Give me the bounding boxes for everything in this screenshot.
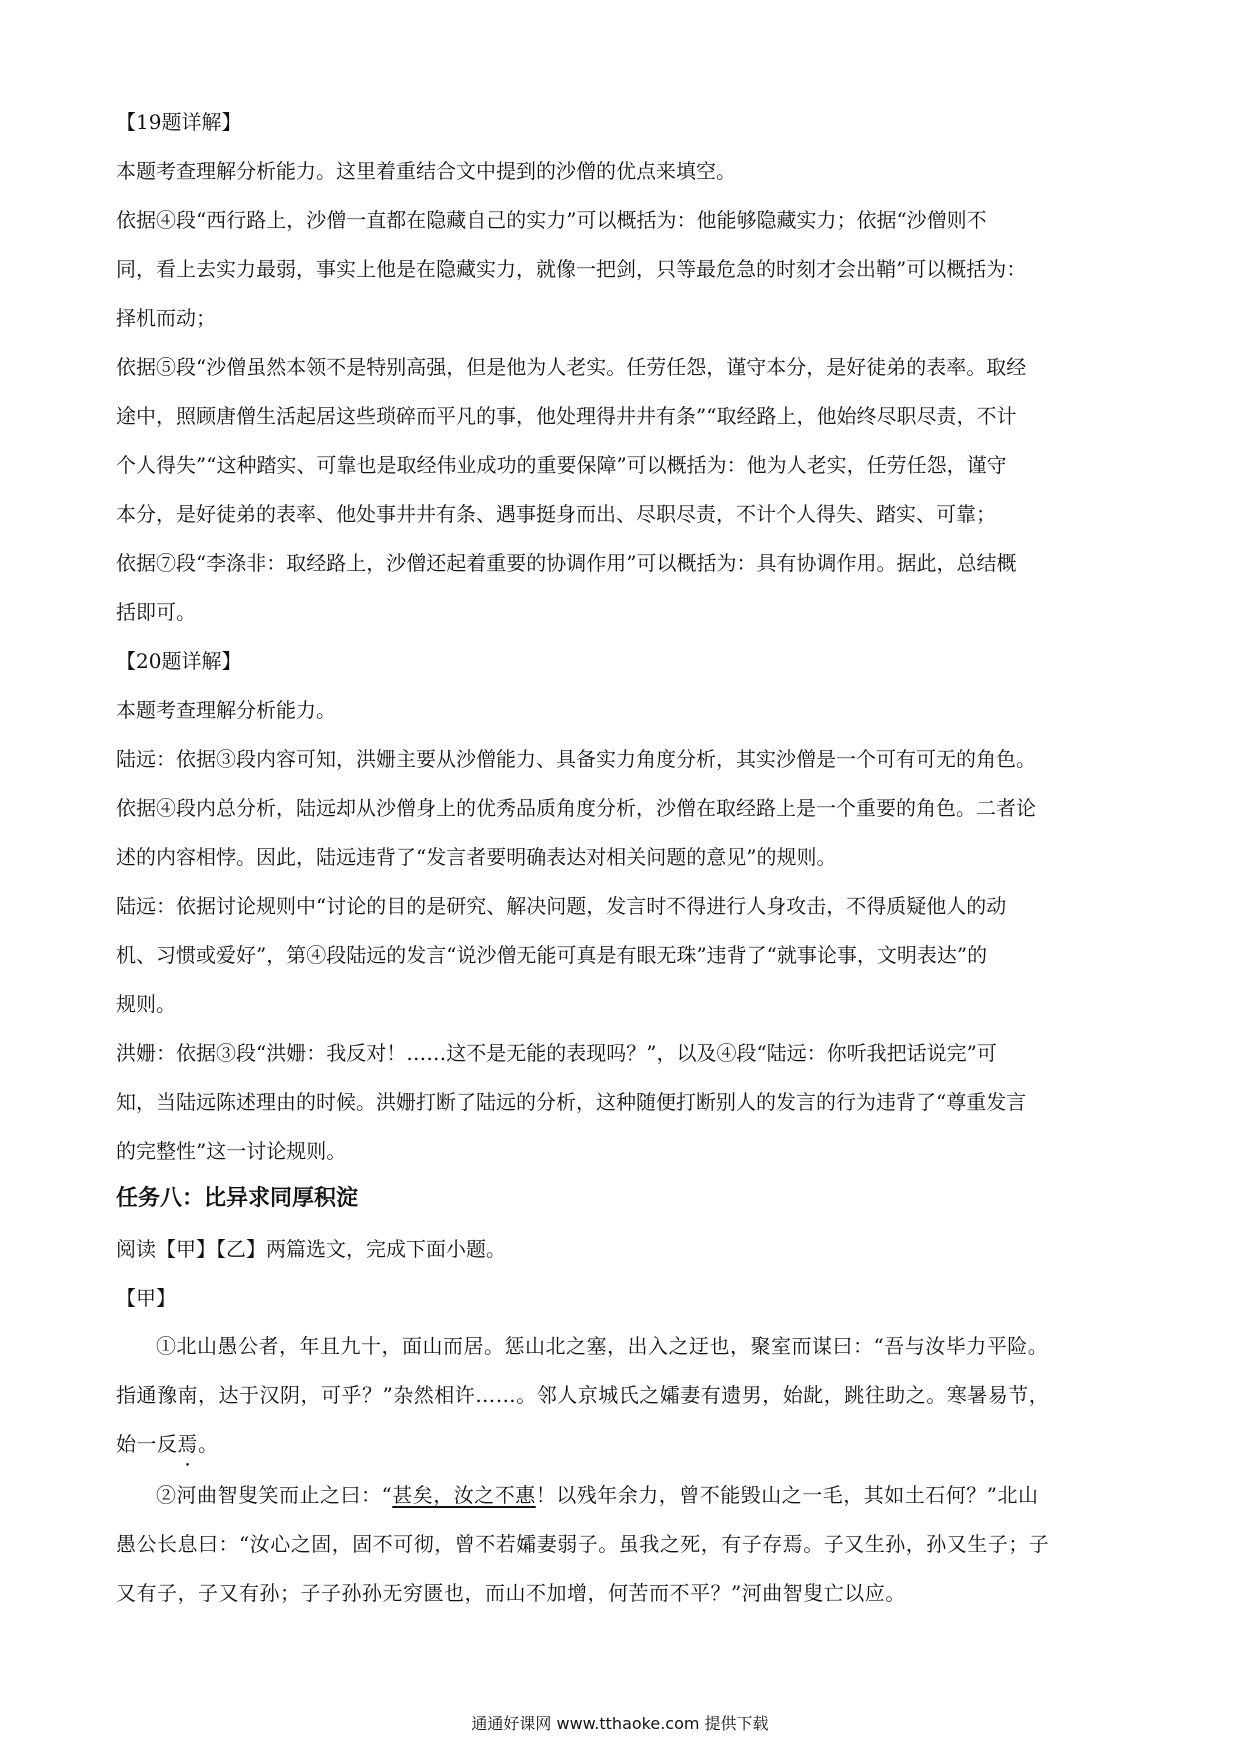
q20-intro: 本题考查理解分析能力。: [116, 698, 336, 722]
passage-line: 指通豫南，达于汉阴，可乎？”杂然相许……。邻人京城氏之孀妻有遗男，始龀，跳往助之。寒暑易节，: [116, 1383, 1050, 1407]
task-instruction: 阅读【甲】【乙】两篇选文，完成下面小题。: [116, 1237, 506, 1261]
q19-heading: 【19题详解】: [116, 110, 242, 134]
passage-text: 。: [198, 1432, 219, 1456]
text-line: 洪姗：依据③段“洪姗：我反对！……这不是无能的表现吗？”，以及④段“陆远：你听我把话说完”可: [116, 1041, 997, 1065]
passage-line: [116, 1430, 1126, 1458]
text-line: 陆远：依据③段内容可知，洪姗主要从沙僧能力、具备实力角度分析，其实沙僧是一个可有可无的角色。: [116, 747, 1036, 771]
text-line: 同，看上去实力最弱，事实上他是在隐藏实力，就像一把剑，只等最危急的时刻才会出鞘”可以概括为：: [116, 257, 1027, 281]
passage-jia-label: 【甲】: [116, 1286, 176, 1310]
passage-text: 始一反: [116, 1432, 178, 1456]
q19-intro: 本题考查理解分析能力。这里着重结合文中提到的沙僧的优点来填空。: [116, 159, 736, 183]
text-line: 机、习惯或爱好”，第④段陆远的发言“说沙僧无能可真是有眼无珠”违背了“就事论事，文明表达”的: [116, 943, 988, 967]
passage-line: 又有子，子又有孙；子子孙孙无穷匮也，而山不加增，何苦而不平？”河曲智叟亡以应。: [116, 1581, 906, 1605]
passage-text: ②河曲智叟笑而止之曰：“: [156, 1483, 393, 1507]
q20-heading: 【20题详解】: [116, 649, 242, 673]
underlined-phrase: 甚矣，汝之不惠: [392, 1483, 536, 1507]
text-line: 依据④段内总分析，陆远却从沙僧身上的优秀品质角度分析，沙僧在取经路上是一个重要的角色。二者论: [116, 796, 1036, 820]
text-line: 括即可。: [116, 600, 196, 624]
passage-line: ①北山愚公者，年且九十，面山而居。惩山北之塞，出入之迂也，聚室而谋曰：“吾与汝毕力平险。: [156, 1334, 1049, 1358]
text-line: 知，当陆远陈述理由的时候。洪姗打断了陆远的分析，这种随便打断别人的发言的行为违背了“尊重发言: [116, 1090, 1027, 1114]
task-title: 任务八：比异求同厚积淀: [116, 1186, 359, 1211]
passage-line: [156, 1481, 1126, 1509]
passage-line: 愚公长息曰：“汝心之固，固不可彻，曾不若孀妻弱子。虽我之死，有子存焉。子又生孙，孙又生子；子: [116, 1532, 1050, 1556]
text-line: 个人得失”“这种踏实、可靠也是取经伟业成功的重要保障”可以概括为：他为人老实，任劳任怨，谨守: [116, 453, 1007, 477]
text-line: 途中，照顾唐僧生活起居这些琐碎而平凡的事，他处理得井井有条”“取经路上，他始终尽职尽责，不计: [116, 404, 1017, 428]
text-line: 依据⑤段“沙僧虽然本领不是特别高强，但是他为人老实。任劳任怨，谨守本分，是好徒弟的表率。取经: [116, 355, 1027, 379]
emphasis-dotted-char: 焉: [177, 1432, 198, 1456]
text-line: 述的内容相悖。因此，陆远违背了“发言者要明确表达对相关问题的意见”的规则。: [116, 845, 837, 869]
passage-text: ！以残年余力，曾不能毁山之一毛，其如土石何？”北山: [535, 1483, 1039, 1507]
text-line: 依据⑦段“李涤非：取经路上，沙僧还起着重要的协调作用”可以概括为：具有协调作用。据此，总结概: [116, 551, 1017, 575]
page-footer: 通通好课网 www.tthaoke.com 提供下载: [471, 1714, 769, 1733]
text-line: 陆远：依据讨论规则中“讨论的目的是研究、解决问题，发言时不得进行人身攻击，不得质疑他人的动: [116, 894, 1007, 918]
text-line: 的完整性”这一讨论规则。: [116, 1139, 347, 1163]
text-line: 择机而动；: [116, 306, 216, 330]
text-line: 规则。: [116, 992, 176, 1016]
text-line: 本分，是好徒弟的表率、他处事井井有条、遇事挺身而出、尽职尽责，不计个人得失、踏实、可靠；: [116, 502, 996, 526]
text-line: 依据④段“西行路上，沙僧一直都在隐藏自己的实力”可以概括为：他能够隐藏实力；依据“沙僧则不: [116, 208, 987, 232]
